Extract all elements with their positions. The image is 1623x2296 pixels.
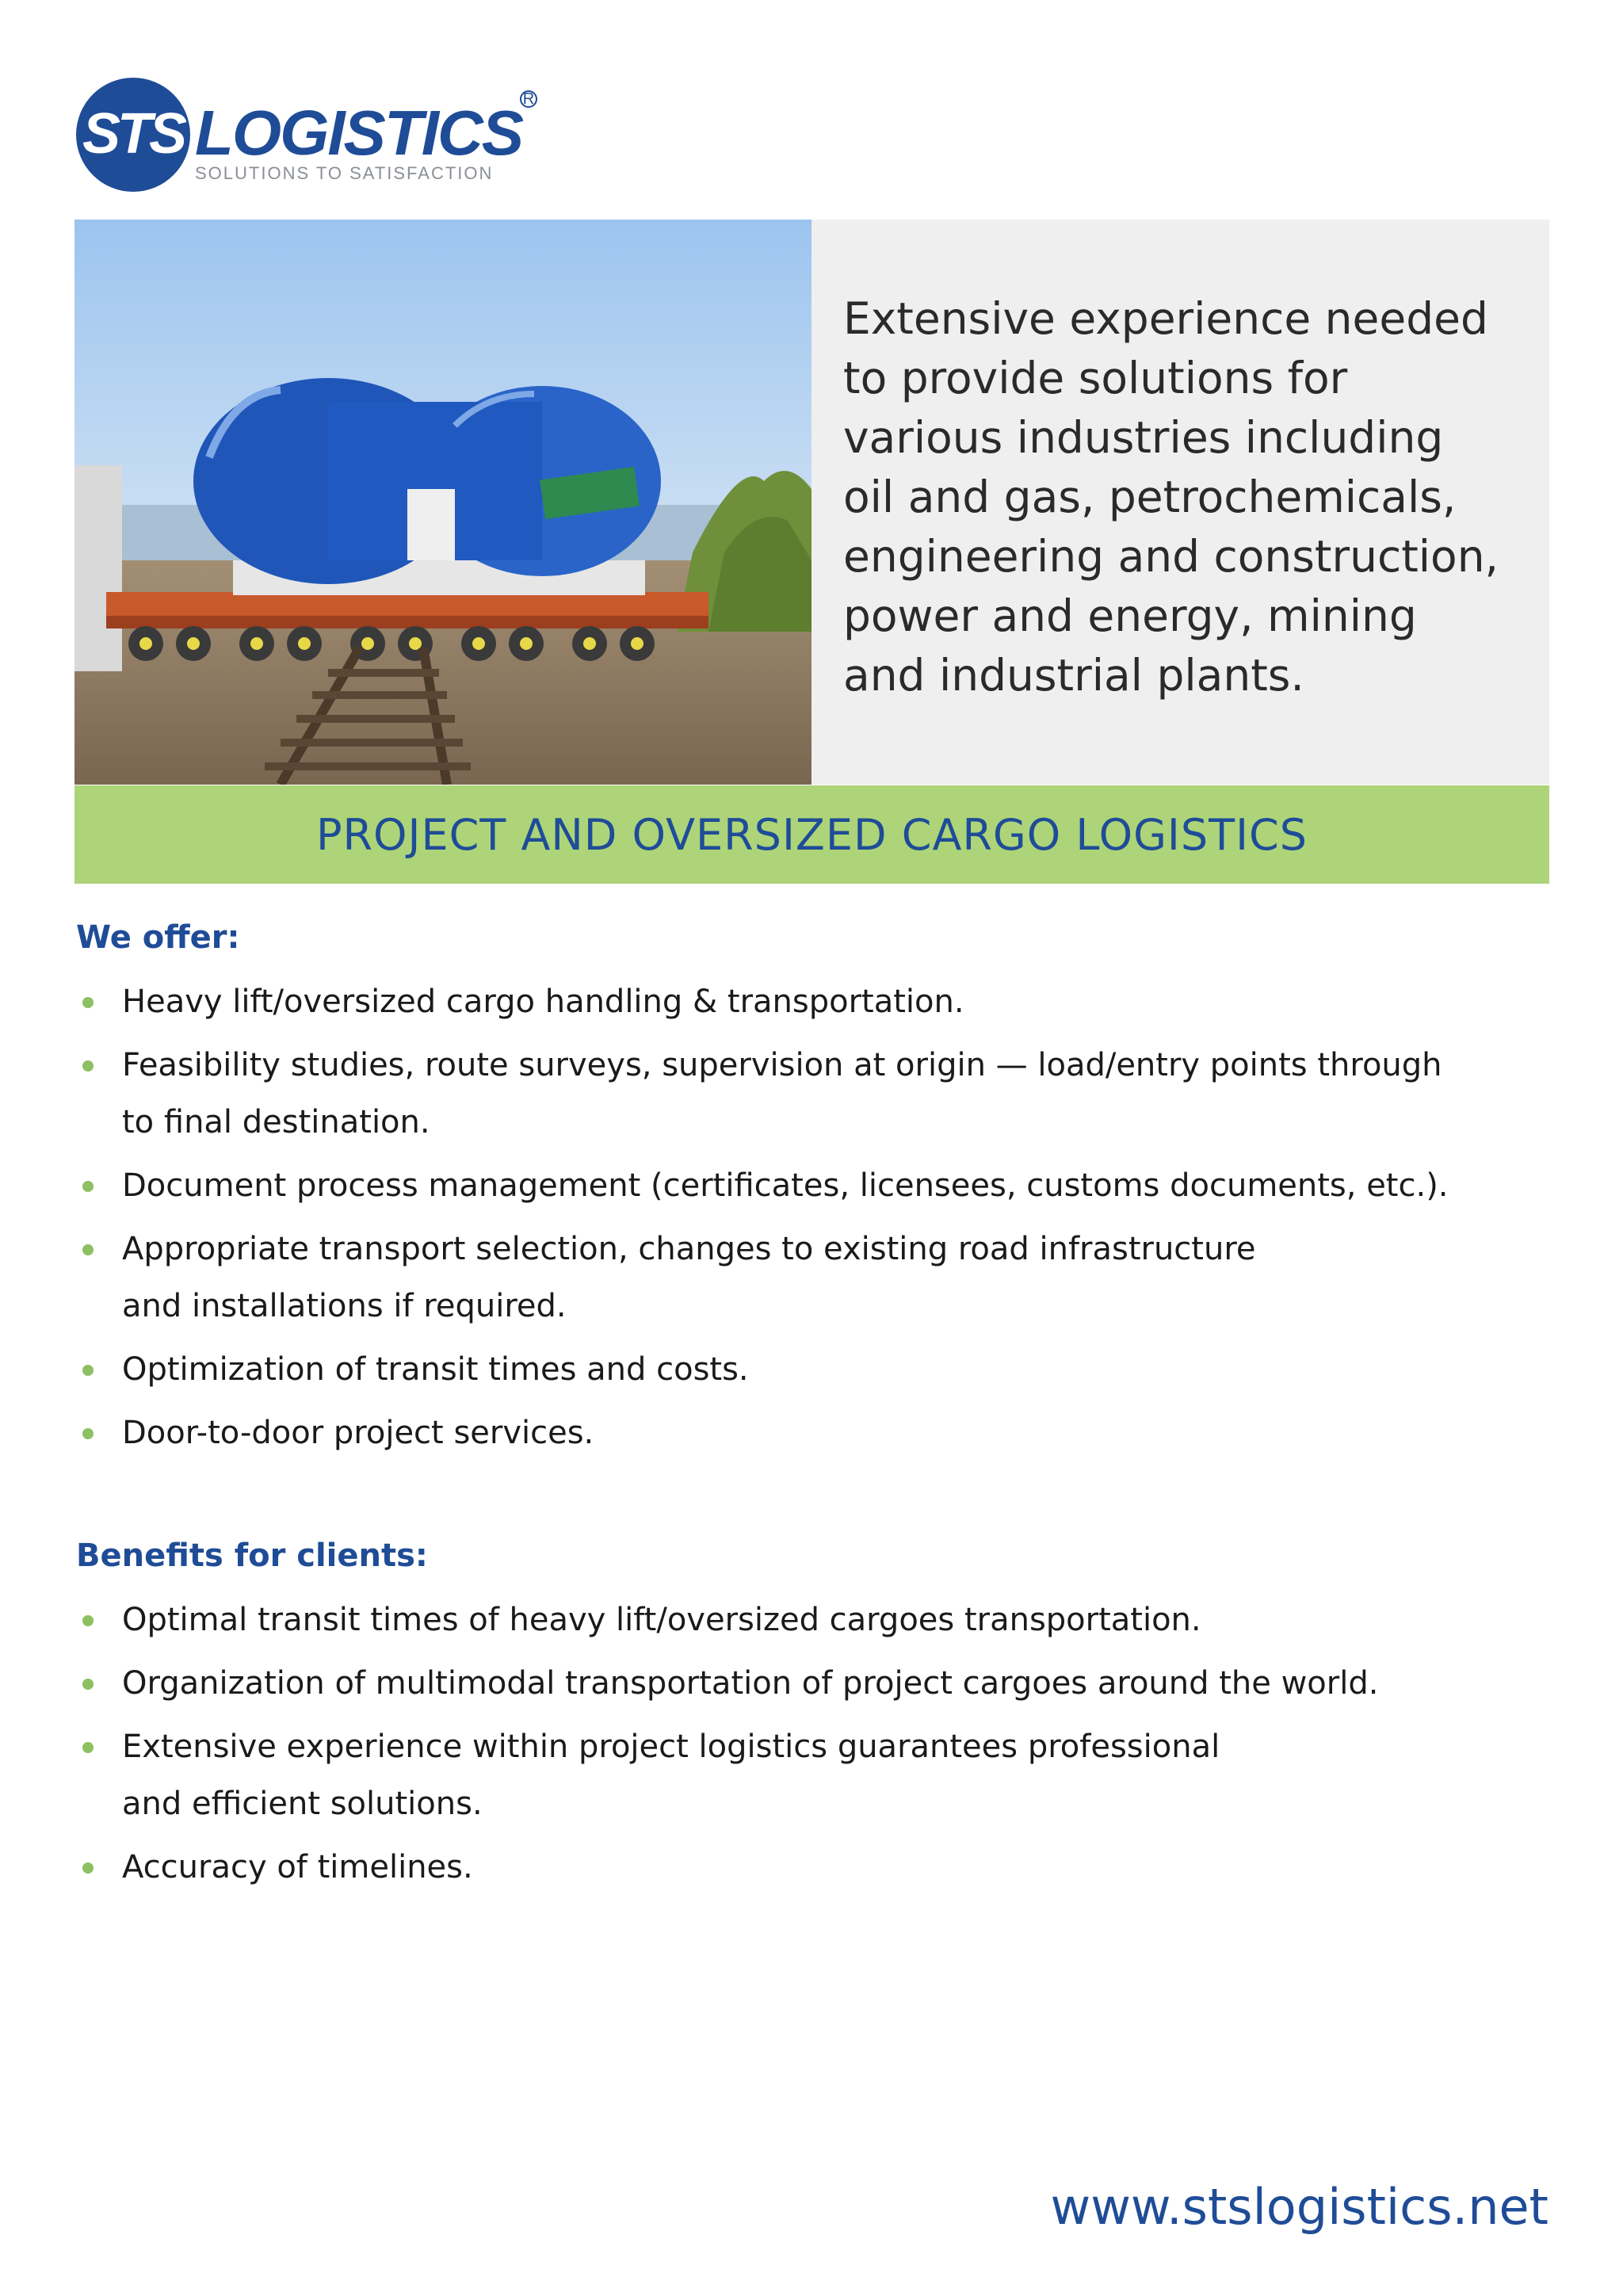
list-item: Accuracy of timelines. (76, 1839, 1550, 1896)
hero-intro-text: Extensive experience needed to provide solutions for various industries including oil and gas, petrochemicals, engineering and construction, power and energy, mining and industrial plants. (843, 293, 1499, 701)
bullet-icon (82, 1428, 94, 1439)
benefits-heading: Benefits for clients: (76, 1538, 428, 1574)
list-item: Optimal transit times of heavy lift/oversized cargoes transportation. (76, 1591, 1550, 1648)
offer-list (76, 973, 1550, 1468)
list-item: Appropriate transport selection, changes to existing road infrastructure and installations if required. (76, 1221, 1550, 1335)
list-item: Feasibility studies, route surveys, supervision at origin — load/entry points through to final destination. (76, 1037, 1550, 1151)
bullet-icon (82, 1244, 94, 1255)
list-item: Organization of multimodal transportation of project cargoes around the world. (76, 1655, 1550, 1712)
page-title: PROJECT AND OVERSIZED CARGO LOGISTICS (315, 809, 1308, 860)
bullet-icon (82, 1679, 94, 1690)
list-item: Extensive experience within project logistics guarantees professional and efficient solutions. (76, 1718, 1550, 1832)
hero-section (74, 220, 1549, 785)
bullet-icon (82, 997, 94, 1008)
benefits-list (76, 1591, 1550, 1902)
bullet-icon (82, 1060, 94, 1072)
bullet-icon (82, 1181, 94, 1192)
list-item: Door-to-door project services. (76, 1404, 1550, 1461)
logo-tagline: SOLUTIONS TO SATISFACTION (195, 163, 494, 183)
bullet-icon (82, 1862, 94, 1874)
registered-mark: R (520, 90, 537, 108)
sts-logistics-logo (76, 78, 552, 197)
we-offer-heading: We offer: (76, 919, 240, 956)
section-title-band (74, 785, 1549, 884)
bullet-icon (82, 1615, 94, 1626)
bullet-icon (82, 1365, 94, 1376)
list-item: Document process management (certificates, licensees, customs documents, etc.). (76, 1157, 1550, 1214)
website-link[interactable]: www.stslogistics.net (1050, 2178, 1549, 2236)
list-item: Heavy lift/oversized cargo handling & transportation. (76, 973, 1550, 1030)
bullet-icon (82, 1742, 94, 1753)
list-item: Optimization of transit times and costs. (76, 1341, 1550, 1398)
logo-mark-text: STS (82, 102, 185, 166)
logo-wordmark: LOGISTICS (195, 97, 523, 168)
cargo-photo (74, 220, 812, 785)
